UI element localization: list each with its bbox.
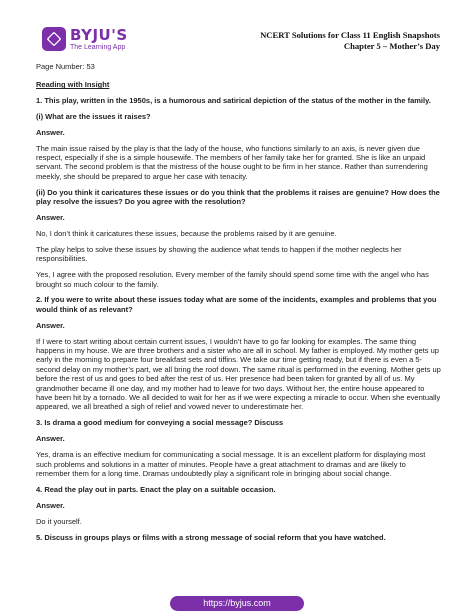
answer-paragraph: The main issue raised by the play is that the lady of the house, who functions similarly to an axis, is never given due respect, especially if she is a simple housewife. The members of her family take her for granted. She is like an unpaid servant. The second problem is that the mistress of the house ought to be firm in her stance. Rather than surrendering meekly, she should be prepared to argue her case with tenacity. (36, 143, 428, 181)
question-1-ii: (ii) Do you think it caricatures these issues or do you think that the problems it raises are genuine? How does the play resolve the issues? Do you agree with the resolution? (36, 187, 440, 207)
logo-name: BYJU'S (70, 25, 128, 44)
answer-label: Answer. (36, 434, 65, 444)
answer-label: Answer. (36, 500, 65, 510)
page-number: Page Number: 53 (36, 62, 95, 71)
section-title: Reading with Insight (36, 80, 110, 90)
answer-label: Answer. (36, 212, 65, 222)
answer-label: Answer. (36, 127, 65, 137)
question-4: 4. Read the play out in parts. Enact the play on a suitable occasion. (36, 484, 276, 494)
page-footer (0, 592, 474, 613)
byjus-logo (42, 24, 132, 54)
answer-paragraph: Yes, I agree with the proposed resolution. Every member of the family should spend some time with the angel who has brought so much colour to the family. (36, 270, 429, 289)
question-1-i: (i) What are the issues it raises? (36, 111, 151, 121)
question-5: 5. Discuss in groups plays or films with a strong message of social reform that you have watched. (36, 532, 386, 542)
logo-tagline: The Learning App (70, 43, 126, 51)
answer-paragraph: No, I don’t think it caricatures these issues, because the problems raised by it are genuine. (36, 228, 337, 238)
byjus-logo-icon (42, 27, 66, 51)
question-3: 3. Is drama a good medium for conveying a social message? Discuss (36, 418, 284, 428)
question-1: 1. This play, written in the 1950s, is a humorous and satirical depiction of the status of the mother in the family. (36, 95, 431, 105)
footer-url-link[interactable]: https://byjus.com (170, 596, 304, 611)
question-2: 2. If you were to write about these issues today what are some of the incidents, examples and problems that you would think of as relevant? (36, 295, 437, 314)
document-title-line1: NCERT Solutions for Class 11 English Snapshots (260, 30, 440, 40)
answer-paragraph: Yes, drama is an effective medium for communicating a social message. It is an excellent platform for displaying most such problems and solutions in a matter of minutes. People have a great attachment to dramas and are likely to remember them for a long time. Dramas undoubtedly play a significant role in bringing about social change. (36, 450, 426, 478)
answer-paragraph: Do it yourself. (36, 516, 82, 526)
answer-paragraph: If I were to start writing about certain current issues, I wouldn’t have to go far looking for examples. The same thing happens in my house. We are three brothers and a sister who are all in school. My father is employed. My mother gets up early in the morning to prepare four breakfast sets and tiffins. We take our time getting ready, but if there is even a 5-second delay on my mother’s part, we all bring the roof down. The same ritual is performed in the evening. Mother gets up before the rest of us and goes to bed after the rest of us. Her presence had been taken for granted by all of us. My grandmother became ill one day, and my mother had to leave for two days. Without her, the entire house appeared to have been hit by a tornado. We all decided to wait for her as if we were expecting a miracle to occur. When she eventually appeared, we all breathed a sigh of relief and vowed never to underestimate her. (36, 336, 441, 412)
document-title-line2: Chapter 5 – Mother’s Day (343, 40, 440, 51)
answer-paragraph: The play helps to solve these issues by showing the audience what tends to happen if the mother neglects her responsibilities. (36, 244, 402, 264)
document-title (260, 30, 440, 51)
page-header (0, 0, 474, 60)
page-content (36, 62, 441, 549)
answer-label: Answer. (36, 320, 65, 330)
